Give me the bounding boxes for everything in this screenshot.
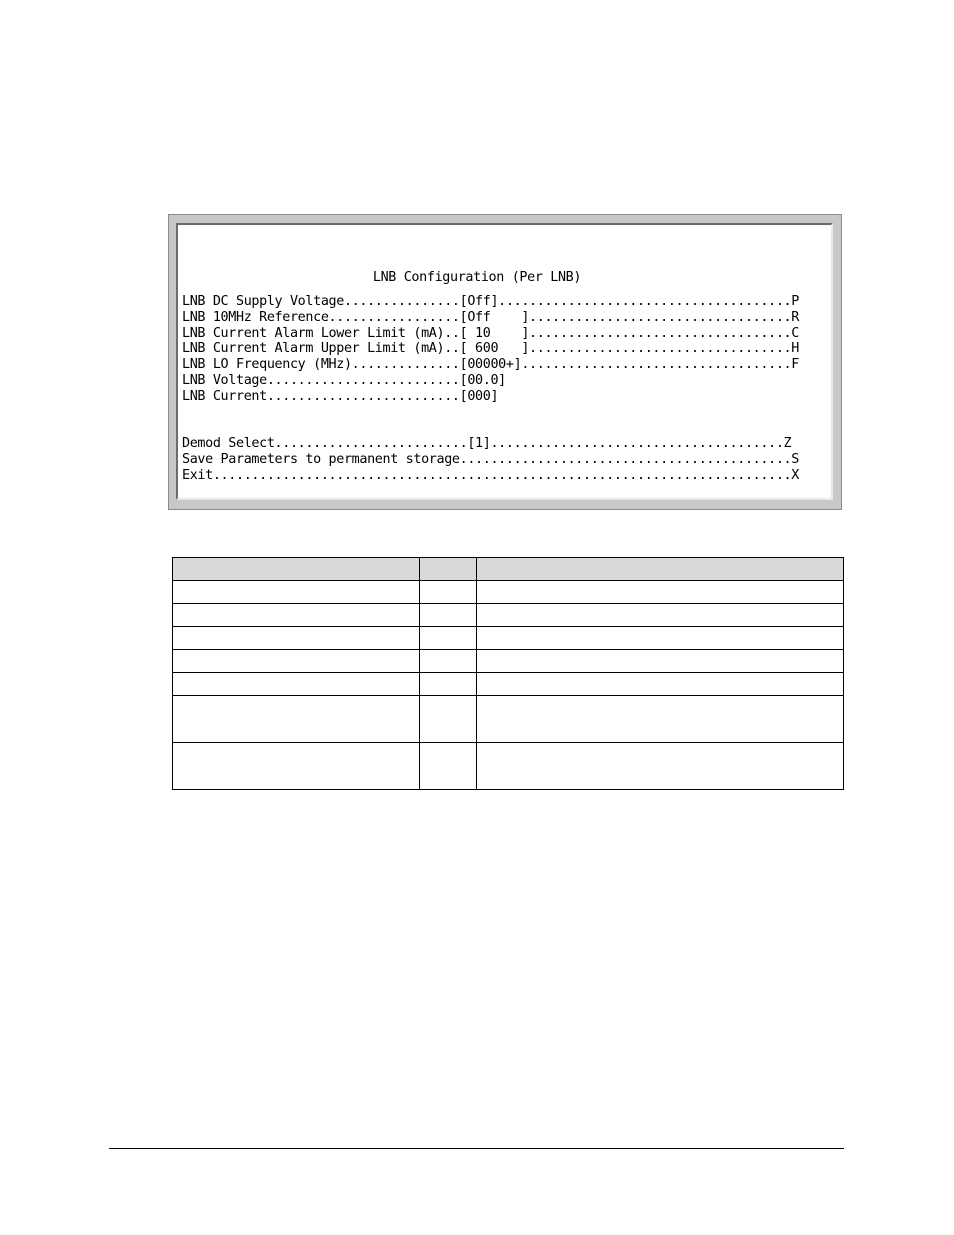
table-row <box>173 604 844 627</box>
blank-line <box>182 405 799 421</box>
menu-line-current-alarm-lower[interactable]: LNB Current Alarm Lower Limit (mA)..[ 10 ]..................................C <box>182 325 799 341</box>
table-row <box>173 696 844 743</box>
menu-line-dc-supply-voltage[interactable]: LNB DC Supply Voltage...............[Off]......................................P <box>182 294 799 309</box>
table-header-row <box>173 558 844 581</box>
menu-line-exit[interactable]: Exit...........................................................................X <box>182 467 799 483</box>
menu-line-lo-frequency[interactable]: LNB LO Frequency (MHz)..............[00000+]...................................F <box>182 357 799 373</box>
menu-line-lnb-voltage: LNB Voltage.........................[00.0] <box>182 372 506 388</box>
table-row <box>173 627 844 650</box>
table-row <box>173 581 844 604</box>
footer-rule <box>109 1148 844 1149</box>
table-header-cell <box>477 558 844 581</box>
blank-line <box>182 420 799 436</box>
table-row <box>173 650 844 673</box>
menu-line-demod-select[interactable]: Demod Select.........................[1]......................................Z <box>182 436 792 452</box>
terminal-title: LNB Configuration (Per LNB) <box>372 270 582 285</box>
table-header-cell <box>173 558 420 581</box>
table-header-cell <box>420 558 477 581</box>
terminal-menu <box>182 294 799 484</box>
table-row <box>173 743 844 790</box>
menu-line-lnb-current: LNB Current.........................[000] <box>182 388 499 404</box>
table-row <box>173 673 844 696</box>
menu-line-current-alarm-upper[interactable]: LNB Current Alarm Upper Limit (mA)..[ 600 ]..................................H <box>182 341 799 357</box>
command-table <box>172 557 844 790</box>
menu-line-10mhz-reference[interactable]: LNB 10MHz Reference.................[Off ]..................................R <box>182 309 799 325</box>
menu-line-save-parameters[interactable]: Save Parameters to permanent storage...........................................S <box>182 451 799 467</box>
